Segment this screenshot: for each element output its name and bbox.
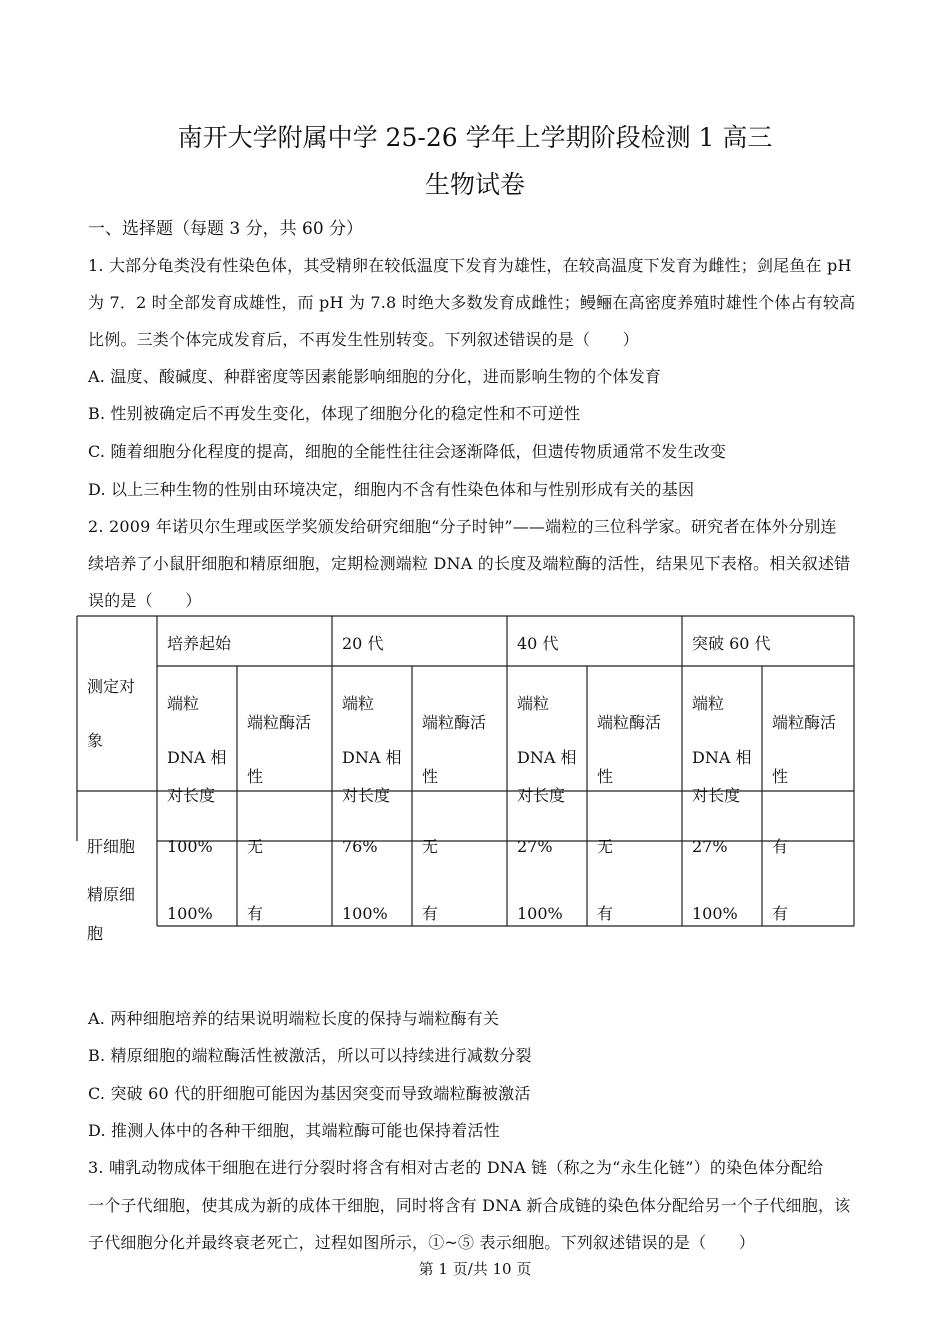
subheader-length: 对长度 bbox=[517, 786, 566, 805]
table-cell: 无 bbox=[247, 837, 264, 856]
title-line-2: 生物试卷 bbox=[424, 170, 525, 199]
q2-stem-line-2: 续培养了小鼠肝细胞和精原细胞，定期检测端粒 DNA 的长度及端粒酶的活性，结果见下表格。相关叙述错 bbox=[88, 554, 851, 573]
q2-stem-line-3: 误的是（ ） bbox=[88, 591, 202, 610]
subheader-activity: 端粒酶活 bbox=[772, 713, 837, 732]
q1-option-c: C. 随着细胞分化程度的提高，细胞的全能性往往会逐渐降低，但遗传物质通常不发生改变 bbox=[88, 442, 727, 461]
q1-stem-line-2: 为 7．2 时全部发育成雄性，而 pH 为 7.8 时绝大多数发育成雌性；鳗鲡在高密度养殖时雄性个体占有较高 bbox=[88, 293, 856, 312]
row-header-line-1: 测定对 bbox=[87, 677, 136, 696]
q2-option-c: C. 突破 60 代的肝细胞可能因为基因突变而导致端粒酶被激活 bbox=[88, 1084, 531, 1103]
subheader-activity: 端粒酶活 bbox=[422, 713, 487, 732]
group-header-20: 20 代 bbox=[342, 634, 384, 653]
table-cell: 76% bbox=[342, 837, 378, 856]
subheader-activity: 性 bbox=[597, 767, 614, 786]
row-label-spermatogonia: 胞 bbox=[87, 924, 104, 943]
subheader-length: 对长度 bbox=[342, 786, 391, 805]
subheader-length: DNA 相 bbox=[342, 748, 402, 767]
subheader-activity: 端粒酶活 bbox=[247, 713, 312, 732]
q2-option-a: A. 两种细胞培养的结果说明端粒长度的保持与端粒酶有关 bbox=[88, 1009, 500, 1028]
row-label-spermatogonia: 精原细 bbox=[87, 885, 136, 904]
q3-stem-line-2: 一个子代细胞，使其成为新的成体干细胞，同时将含有 DNA 新合成链的染色体分配给另一个子代细胞，该 bbox=[88, 1196, 851, 1215]
table-cell: 100% bbox=[167, 837, 213, 856]
q2-option-d: D. 推测人体中的各种干细胞，其端粒酶可能也保持着活性 bbox=[88, 1121, 500, 1140]
q3-stem-line-3: 子代细胞分化并最终衰老死亡，过程如图所示，①~⑤ 表示细胞。下列叙述错误的是（ ） bbox=[88, 1233, 755, 1252]
q1-option-a: A. 温度、酸碱度、种群密度等因素能影响细胞的分化，进而影响生物的个体发育 bbox=[88, 367, 662, 386]
table-cell: 27% bbox=[692, 837, 728, 856]
table-cell: 27% bbox=[517, 837, 553, 856]
q1-stem-line-1: 1. 大部分龟类没有性染色体，其受精卵在较低温度下发育为雄性，在较高温度下发育为雌性；剑尾鱼在 pH bbox=[88, 256, 852, 275]
subheader-activity: 性 bbox=[772, 767, 789, 786]
table-cell: 100% bbox=[342, 904, 388, 923]
subheader-length: 端粒 bbox=[167, 694, 200, 713]
table-cell: 100% bbox=[692, 904, 738, 923]
group-header-40: 40 代 bbox=[517, 634, 559, 653]
subheader-length: 端粒 bbox=[342, 694, 375, 713]
row-label-liver: 肝细胞 bbox=[87, 837, 136, 856]
page-footer: 第 1 页/共 10 页 bbox=[418, 1260, 532, 1278]
subheader-length: 对长度 bbox=[692, 786, 741, 805]
table-cell: 有 bbox=[597, 904, 614, 923]
table-cell: 100% bbox=[167, 904, 213, 923]
subheader-length: 端粒 bbox=[517, 694, 550, 713]
group-header-60: 突破 60 代 bbox=[692, 634, 771, 653]
subheader-activity: 性 bbox=[422, 767, 439, 786]
q1-option-d: D. 以上三种生物的性别由环境决定，细胞内不含有性染色体和与性别形成有关的基因 bbox=[88, 480, 695, 499]
subheader-activity: 端粒酶活 bbox=[597, 713, 662, 732]
subheader-length: DNA 相 bbox=[692, 748, 752, 767]
q3-stem-line-1: 3. 哺乳动物成体干细胞在进行分裂时将含有相对古老的 DNA 链（称之为“永生化链”）的染色体分配给 bbox=[88, 1158, 824, 1177]
subheader-activity: 性 bbox=[247, 767, 264, 786]
table-cell: 有 bbox=[422, 904, 439, 923]
subheader-length: DNA 相 bbox=[517, 748, 577, 767]
table-cell: 100% bbox=[517, 904, 563, 923]
q1-stem-line-3: 比例。三类个体完成发育后，不再发生性别转变。下列叙述错误的是（ ） bbox=[88, 330, 639, 349]
group-header-start: 培养起始 bbox=[167, 634, 232, 653]
title-line-1: 南开大学附属中学 25-26 学年上学期阶段检测 1 高三 bbox=[177, 123, 773, 152]
q2-stem-line-1: 2. 2009 年诺贝尔生理或医学奖颁发给研究细胞“分子时钟”——端粒的三位科学家。研究者在体外分别连 bbox=[88, 517, 837, 536]
q1-option-b: B. 性别被确定后不再发生变化，体现了细胞分化的稳定性和不可逆性 bbox=[88, 404, 581, 423]
table-cell: 有 bbox=[247, 904, 264, 923]
table-cell: 无 bbox=[597, 837, 614, 856]
subheader-length: 端粒 bbox=[692, 694, 725, 713]
subheader-length: DNA 相 bbox=[167, 748, 227, 767]
section-heading: 一、选择题（每题 3 分，共 60 分） bbox=[88, 219, 364, 239]
table-cell: 有 bbox=[772, 904, 789, 923]
table-cell: 有 bbox=[772, 837, 789, 856]
q2-option-b: B. 精原细胞的端粒酶活性被激活，所以可以持续进行减数分裂 bbox=[88, 1046, 532, 1065]
table-cell: 无 bbox=[422, 837, 439, 856]
row-header-line-2: 象 bbox=[87, 731, 104, 750]
subheader-length: 对长度 bbox=[167, 786, 216, 805]
